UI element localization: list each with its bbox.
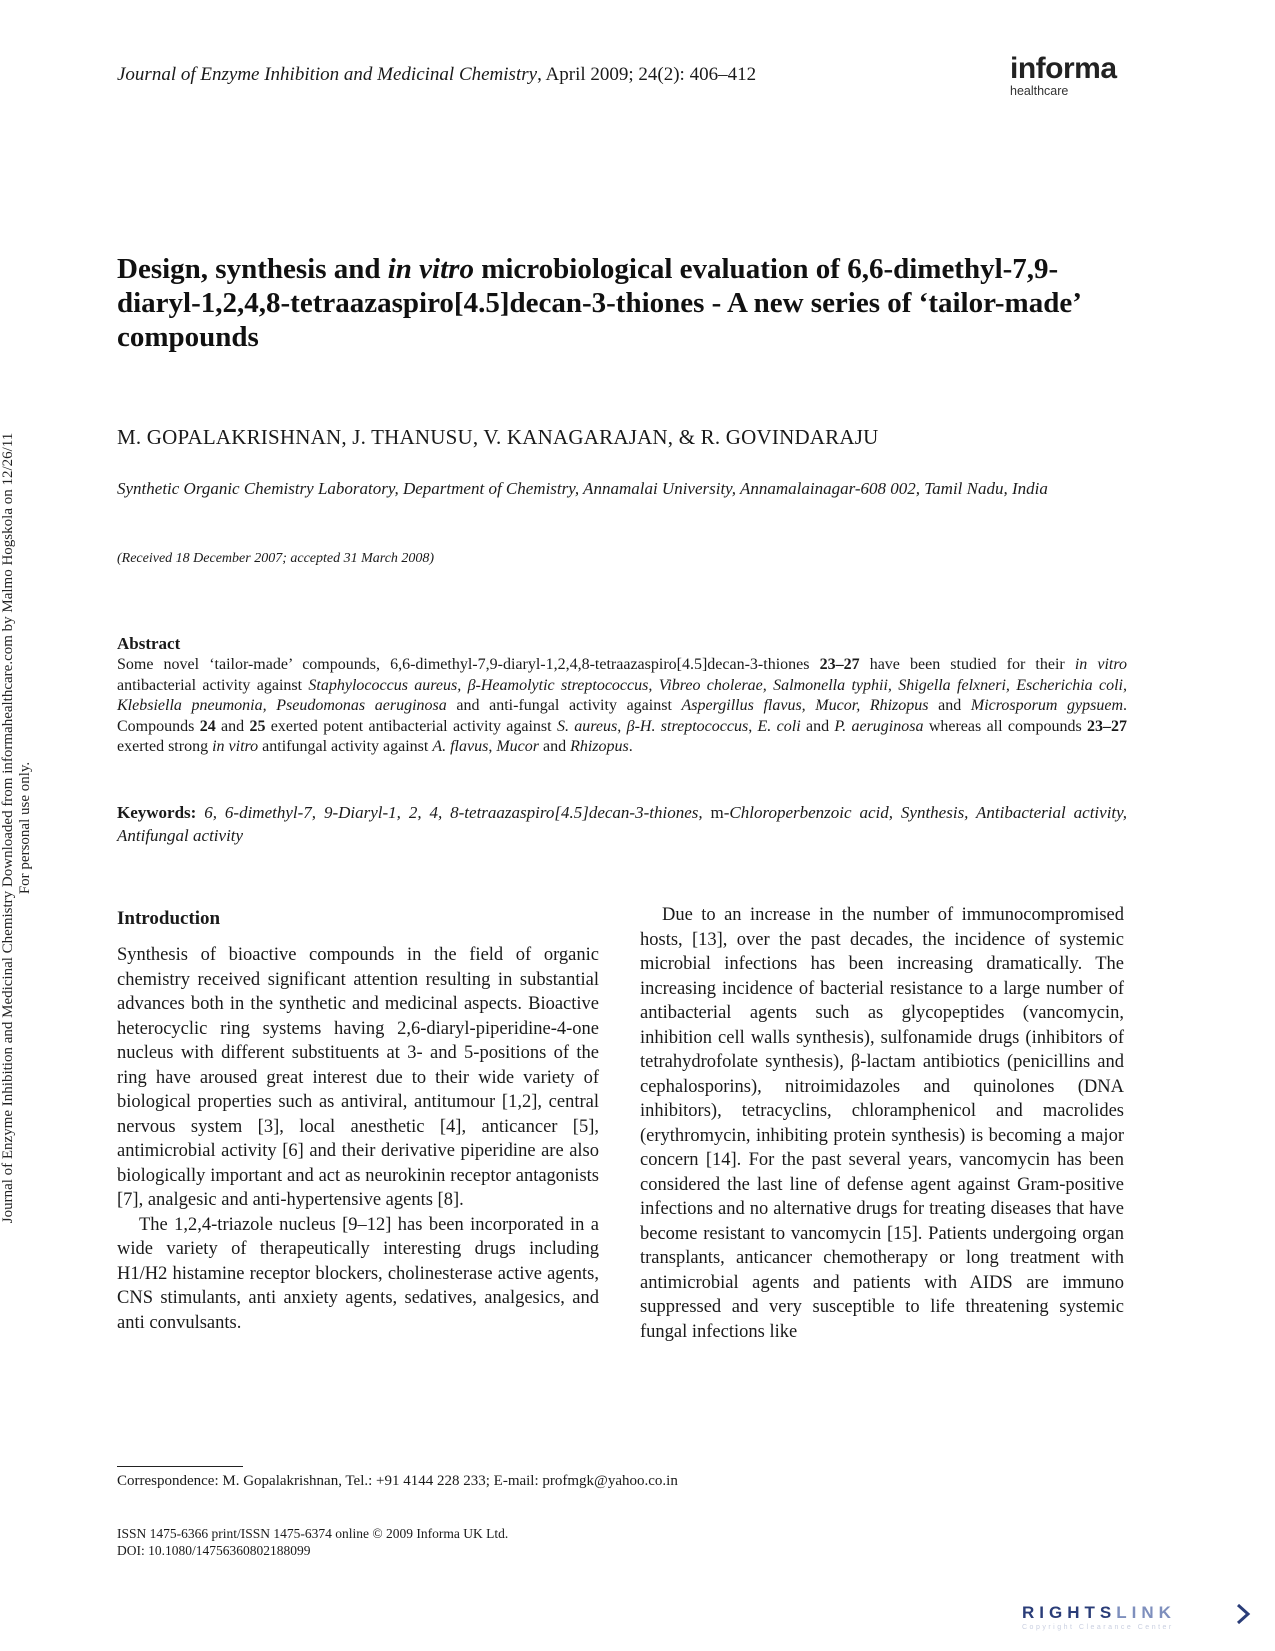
introduction-heading: Introduction (117, 908, 221, 929)
title-text: Design, synthesis and (117, 253, 388, 285)
journal-name: Journal of Enzyme Inhibition and Medicinal Chemistry (117, 64, 538, 85)
abstract-heading: Abstract (117, 634, 181, 653)
download-note-line1: Journal of Enzyme Inhibition and Medicinal Chemistry Downloaded from informahealthcare.com by Malmo Hogskola on 12/26/11 (0, 432, 16, 1224)
body-column-right (640, 903, 1124, 1344)
received-dates: (Received 18 December 2007; accepted 31 March 2008) (117, 551, 435, 566)
intro-paragraph-2: The 1,2,4-triazole nucleus [9–12] has been incorporated in a wide variety of therapeutically interesting drugs including H1/H2 histamine receptor blockers, cholinesterase active agents, CNS stimulants, anti anxiety agents, sedatives, analgesics, and anti convulsants. (117, 1214, 599, 1333)
issue-info: , April 2009; 24(2): 406–412 (537, 64, 757, 85)
correspondence-note: Correspondence: M. Gopalakrishnan, Tel.: +91 4144 228 233; E-mail: profmgk@yahoo.co.in (117, 1473, 678, 1489)
article-title (117, 252, 1127, 354)
keywords: Keywords: 6, 6-dimethyl-7, 9-Diaryl-1, 2, 4, 8-tetraazaspiro[4.5]decan-3-thiones, m-Chloroperbenzoic acid, Synthesis, Antibacterial activity, Antifungal activity (117, 803, 1128, 845)
issn-doi-block (117, 1525, 508, 1559)
publisher-logo (1010, 54, 1128, 98)
publisher-sub: healthcare (1010, 84, 1069, 98)
rightslink-chevron-icon (1234, 1603, 1252, 1625)
rightslink-wordmark: RIGHTSLINK (1022, 1603, 1176, 1622)
keywords-heading: Keywords: (117, 803, 197, 822)
download-note-line2: For personal use only. (17, 761, 33, 895)
download-watermark-note (0, 393, 66, 1263)
publisher-name: informa (1010, 52, 1117, 85)
body-column-left (117, 943, 599, 1335)
abstract-text: Some novel ‘tailor-made’ compounds, 6,6-dimethyl-7,9-diaryl-1,2,4,8-tetraazaspiro[4.5]decan-3-thiones 23–27 have been studied for their in vitro antibacterial activity against Staphylococcus aureus, β-Heamolytic streptococcus, Vibreo cholerae, Salmonella typhii, Shigella felxneri, Escherichia coli, Klebsiella pneumonia, Pseudomonas aeruginosa and anti-fungal activity against Aspergillus flavus, Mucor, Rhizopus and Microsporum gypsuem. Compounds 24 and 25 exerted potent antibacterial activity against S. aureus, β-H. streptococcus, E. coli and P. aeruginosa whereas all compounds 23–27 exerted strong in vitro antifungal activity against A. flavus, Mucor and Rhizopus. (117, 656, 1128, 755)
journal-citation (117, 64, 756, 86)
rightslink-logo (1022, 1603, 1252, 1637)
author-list: M. GOPALAKRISHNAN, J. THANUSU, V. KANAGARAJAN, & R. GOVINDARAJU (117, 425, 879, 449)
intro-paragraph-3: Due to an increase in the number of immunocompromised hosts, [13], over the past decades, the incidence of systemic microbial infections has been increasing dramatically. The increasing incidence of bacterial resistance to a large number of antibacterial agents such as glycopeptides (vancomycin, inhibition cell walls synthesis), sulfonamide drugs (inhibitors of tetrahydrofolate synthesis), β-lactam antibiotics (penicillins and cephalosporins), nitroimidazoles and quinolones (DNA inhibitors), tetracyclins, chloramphenicol and macrolides (erythromycin, inhibiting protein synthesis) is becoming a major concern [14]. For the past several years, vancomycin has been considered the last line of defense agent against Gram-positive infections and no alternative drugs for treating diseases that have become resistant to vancomycin [15]. Patients undergoing organ transplants, anticancer chemotherapy or long treatment with antimicrobial agents and patients with AIDS are immuno suppressed and very susceptible to life threatening systemic fungal infections like (640, 905, 1124, 1342)
footnote-rule (117, 1466, 243, 1467)
issn-line: ISSN 1475-6366 print/ISSN 1475-6374 online © 2009 Informa UK Ltd. (117, 1526, 509, 1541)
doi-line: DOI: 10.1080/14756360802188099 (117, 1543, 311, 1558)
affiliation: Synthetic Organic Chemistry Laboratory, Department of Chemistry, Annamalai University, Annamalainagar-608 002, Tamil Nadu, India (117, 479, 1048, 498)
intro-paragraph-1: Synthesis of bioactive compounds in the field of organic chemistry received significant attention resulting in substantial advances both in the synthetic and medicinal aspects. Bioactive heterocyclic ring systems having 2,6-diaryl-piperidine-4-one nucleus with different substituents at 3- and 5-positions of the ring have aroused great interest due to their wide variety of biological properties such as antiviral, antitumour [1,2], central nervous system [3], local anesthetic [4], anticancer [5], antimicrobial activity [6] and their derivative piperidine are also biologically important and act as neurokinin receptor antagonists [7], analgesic and anti-hypertensive agents [8]. (117, 945, 599, 1210)
title-italic-text: in vitro (387, 253, 474, 285)
title-text-rest: microbiological evaluation of 6,6-dimethyl-7,9-diaryl-1,2,4,8-tetraazaspiro[4.5]decan-3-thiones - A new series of ‘tailor-made’ compounds (117, 253, 1080, 353)
rightslink-subtitle: Copyright Clearance Center (1022, 1624, 1174, 1631)
